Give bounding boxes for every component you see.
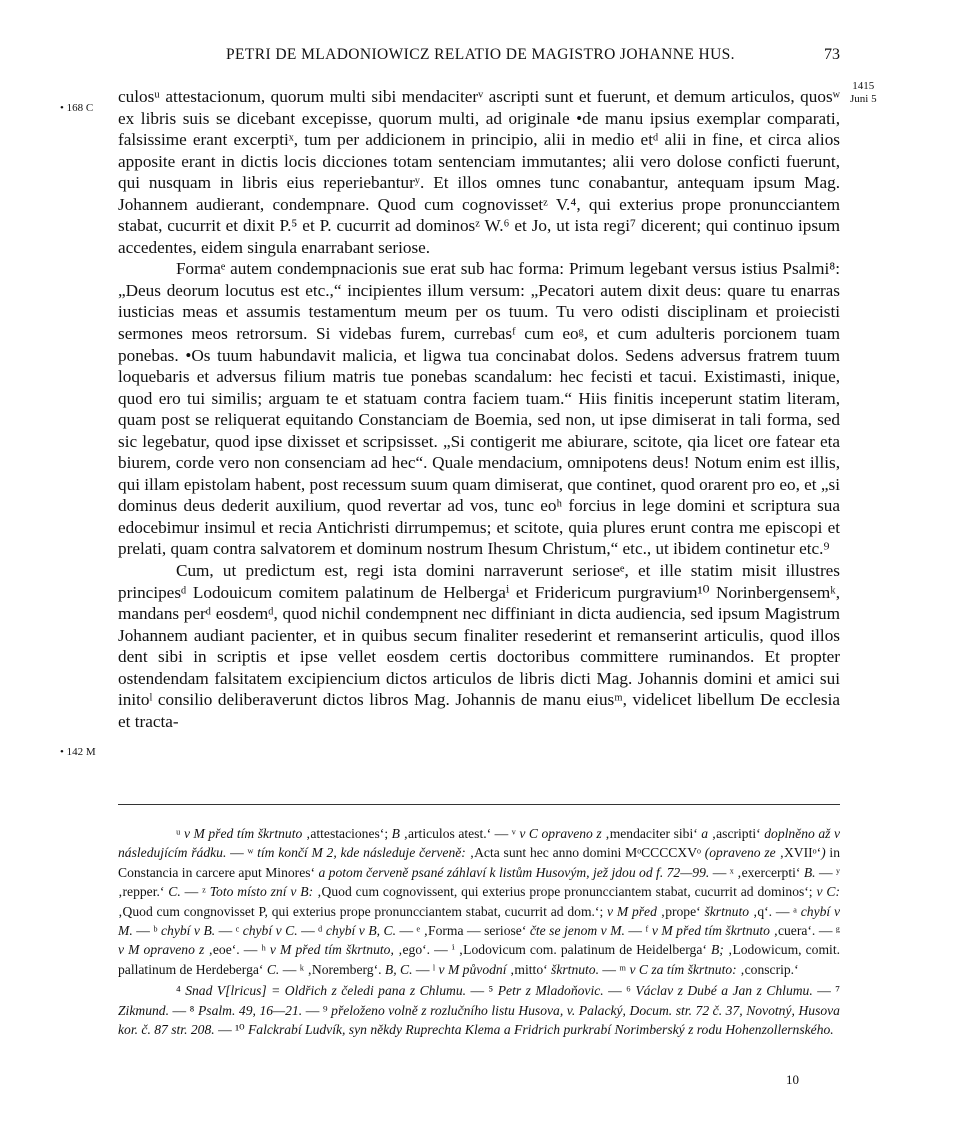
note-segment-italic: Falckrabí Ludvík, syn někdy Ruprechta Klema a Fridrich purkrabí Norimberský z rodu Hohenzollernského. <box>248 1022 834 1038</box>
note-segment-italic: a potom červeně psané záhlaví k listům Husovým, jež jdou od f. 72—99. <box>318 864 710 880</box>
note-segment-italic: a <box>701 826 709 841</box>
note-segment-italic: přeloženo volně z rozlučního listu Husova, v. Palacký, Docum. str. 72 č. 37, Novotný, Husova kor. č. 87 str. 208. <box>118 1002 840 1038</box>
footnotes <box>118 824 840 1039</box>
note-segment-italic: C. <box>266 961 280 977</box>
note-segment: — ¹⁰ <box>214 1022 248 1038</box>
note-segment-italic: B. <box>803 864 816 880</box>
note-segment-italic: B; <box>711 942 724 958</box>
paragraph-1: culosᵘ attestacionum, quorum multi sibi mendaciterᵛ ascripti sunt et fuerunt, et demum articulos, quosʷ ex libris suis se dicebant excepisse, quorum multi, ad originale •de manu ipsius exemplar comparati, falsissime erant excerptiˣ, tum per addicionem in principio, alii in medio etᵈ alii in fine, et circa alios apposite erant in dictis locis dicciones totam sentenciam immutantes; alii vero dolose conficti fuerunt, qui nusquam in libris eius reperiebanturʸ. Et illos omnes tunc conabantur, antequam ipsum Mag. Johannem audierant, condempnare. Quod cum cognovissetᶻ V.⁴, qui exterius prope pronuncciantem stabat, cucurrit et dixit P.⁵ et P. cucurrit ad dominosᶻ W.⁶ et Jo, ut ista regi⁷ dicerent; qui continuo ipsum accedentes, eidem singula enarrabant seriose. <box>118 87 840 257</box>
margin-date <box>850 80 877 106</box>
note-segment: ᵘ <box>176 826 184 841</box>
page-number: 73 <box>824 46 840 63</box>
note-segment: ‚q‘. — ᵃ <box>749 903 801 919</box>
note-segment: — ⁵ <box>466 983 498 999</box>
paragraph-2: Formaᵉ autem condempnacionis sue erat sub hac forma: Primum legebant versus istius Psalmi⁸: „Deus deorum locutus est etc.,“ incipientes illum versum: „Pecatori autem dixit deus: quare tu enarras iusticias meas et assumis testamentum meum per os tuum. Tu vero odisti disciplinam et proiecisti sermones meos retrorsum. Si videbas furem, currebasᶠ cum eoᵍ, et cum adulteris porcionem tuam ponebas. •Os tuum habundavit malicia, et ligwa tua concinabat dolos. Sedens adversus fratrem tuum loquebaris et adversus filium matris tue ponebas scandalum: hec fecisti et tacui. Existimasti, inique, quod ero tui similis; arguam te et statuam contra faciem tuam.“ Hiis finitis inceperunt statim literam, quam post se reliquerat equitando Constanciam de Boemia, sed non, ut ipse dimiserat in tali forma, sed sic legebatur, quod ipse dixisset et scripsisset. „Si contigerit me abiurare, scitote, qia licet ore fatear eta biurem, corde vero non consenciam ad hec“. Quale mendacium, omnipotens deus! Notum enim est illis, qui illam epistolam habent, post recessum suum quam dimiserat, que continet, quod orarent pro eo, et „si dominus deus dederit auxilium, quod revertar ad vos, tunc eoʰ forcius in lege domini et scriptura sua edocebimur insimul et recia Antichristi dirrumpemus; et scitote, quia plures erunt contra me episcopi et prelati, quam contra salvatorem et dominum nostrum Ihesum Christum,“ etc., ut ibidem continetur etc.⁹ <box>118 259 840 559</box>
note-segment: in Constancia in carcere aput Minores‘ <box>118 845 840 880</box>
note-segment: ‚Lodowicum, comit. pallatinum de Herdeberga‘ <box>118 942 840 977</box>
note-segment-italic: chybí v M. <box>118 903 841 939</box>
footnote-rule <box>118 804 840 805</box>
note-segment-italic: v M opraveno z <box>118 942 205 958</box>
running-title: PETRI DE MLADONIOWICZ RELATIO DE MAGISTRO JOHANNE HUS. <box>226 46 735 63</box>
main-text <box>118 86 840 732</box>
note-segment-italic: škrtnuto <box>704 903 750 919</box>
note-segment-italic: v M před <box>607 903 657 919</box>
note-segment: — ʷ <box>226 845 258 861</box>
note-segment-italic: doplněno až v následujícím řádku. <box>118 826 840 861</box>
note-segment: — ⁷ <box>812 983 841 999</box>
note-segment-italic: škrtnuto. <box>551 961 600 977</box>
note-segment: — ᶻ <box>180 884 210 900</box>
note-segment-italic: Snad V[lricus] = Oldřich z čeledi pana z Chlumu. <box>185 983 467 999</box>
margin-ref-m: • 142 M <box>60 746 96 758</box>
note-segment: ⁴ <box>176 983 186 999</box>
note-segment-italic: Toto místo zní v B: <box>209 884 314 900</box>
note-segment-italic: B, C. <box>384 961 413 977</box>
note-segment-italic: chybí v B. <box>161 923 216 939</box>
note-segment-italic: Zikmund. <box>118 1002 169 1018</box>
note-segment-italic: chybí v C. <box>242 923 298 939</box>
note-segment-italic: Psalm. 49, 16—21. <box>197 1002 303 1018</box>
note-segment: ‚ego‘. — ⁱ ‚Lodovicum com. palatinum de Heidelberga‘ <box>393 942 711 958</box>
note-segment: — ⁹ <box>302 1002 332 1018</box>
note-segment: ‚conscrip.‘ <box>736 961 799 977</box>
note-segment: ‚mitto‘ <box>506 961 552 977</box>
note-segment-italic: chybí v B, C. <box>325 923 396 939</box>
note-segment: ‚mendaciter sibi‘ <box>601 826 702 841</box>
note-segment: — ᵐ <box>599 961 630 977</box>
note-segment: ‚cuera‘. — ᵍ <box>769 923 840 939</box>
note-segment: ‚attestaciones‘; <box>302 826 392 841</box>
margin-ref-c: • 168 C <box>60 102 94 114</box>
note-segment: ‚Quod cum cognovissent, qui exterius prope pronuncciantem stabat, cucurrit ad dominos‘; <box>313 884 817 900</box>
note-segment-italic: ) <box>821 845 826 861</box>
note-segment: ‚eoe‘. — ʰ <box>204 942 270 958</box>
margin-date-year: 1415 <box>852 80 875 92</box>
note-segment-italic: Petr z Mladoňovic. <box>497 983 604 999</box>
note-segment-italic: Václav z Dubé a Jan z Chlumu. <box>635 983 813 999</box>
note-segment-italic: v C za tím škrtnuto: <box>629 961 737 977</box>
note-segment: ‚ascripti‘ <box>708 826 765 841</box>
apparatus-notes <box>118 824 840 979</box>
note-segment: — ᵇ <box>132 923 161 939</box>
note-segment-italic: v C opraveno z <box>519 826 602 841</box>
paragraph-3: Cum, ut predictum est, regi ista domini narraverunt serioseᵉ, et ille statim misit illustres principesᵈ Lodouicum comitem palatinum de Helbergaⁱ et Fridericum purgravium¹⁰ Norinbergensemᵏ, mandans perᵈ eosdemᵈ, quod nichil condempnent nec diffiniant in dicta audiencia, sed ipsum Magistrum Johannem audiant pacienter, et in quibus secum finaliter resederint et remanserint articulis, quod illos dent sibi in scriptis et ipse vellet eosdem certis doctoribus committere ruminandos. Et propter ostendendam falsitatem excipiencium dictos articulos de libris dicti Mag. Johannis domini et amici sui initoˡ consilio deliberaverunt dictos libros Mag. Johannis de manu eiusᵐ, videlicet libellum De ecclesia et tracta- <box>118 561 840 731</box>
running-header <box>118 46 840 70</box>
note-segment-italic: v C: <box>816 884 840 900</box>
margin-date-day: Juni 5 <box>850 93 877 105</box>
note-segment-italic: B <box>391 826 400 841</box>
note-segment: — ⁶ <box>603 983 636 999</box>
note-segment: — ᵏ ‚Noremberg‘. <box>279 961 385 977</box>
note-segment: — ʸ ‚repper.‘ <box>118 864 840 900</box>
signature-mark: 10 <box>786 1072 799 1087</box>
note-segment-italic: v M před tím škrtnuto <box>651 923 770 939</box>
note-segment: — ⁸ <box>168 1002 198 1018</box>
note-segment: ‚prope‘ <box>656 903 705 919</box>
note-segment: — ᵈ <box>297 923 326 939</box>
note-segment: ‚Acta sunt hec anno domini MᵒCCCCXVᵒ <box>465 845 705 861</box>
note-segment-italic: (opraveno ze <box>704 845 776 861</box>
note-segment: — ᶠ <box>624 923 652 939</box>
commentary-notes <box>118 981 840 1039</box>
note-segment: ‚articulos atest.‘ — ᵛ <box>399 826 520 841</box>
note-segment: ‚Quod cum congnovisset P, qui exterius prope pronuncciantem stabat, cucurrit ad dom.‘; <box>118 903 608 919</box>
note-segment-italic: C. <box>168 884 181 900</box>
note-segment-italic: čte se jenom v M. <box>529 923 625 939</box>
note-segment-italic: v M původní <box>438 961 507 977</box>
note-segment-italic: tím končí M 2, kde následuje červeně: <box>257 845 466 861</box>
note-segment: — ᶜ <box>215 923 243 939</box>
note-segment: — ˣ ‚exercerpti‘ <box>709 864 804 880</box>
note-segment: — ᵉ ‚Forma — seriose‘ <box>395 923 530 939</box>
note-segment: — ˡ <box>412 961 439 977</box>
note-segment-italic: v M před tím škrtnuto <box>183 826 303 841</box>
note-segment: ‚XVIIᵒ‘ <box>775 845 822 861</box>
note-segment-italic: v M před tím škrtnuto, <box>269 942 394 958</box>
